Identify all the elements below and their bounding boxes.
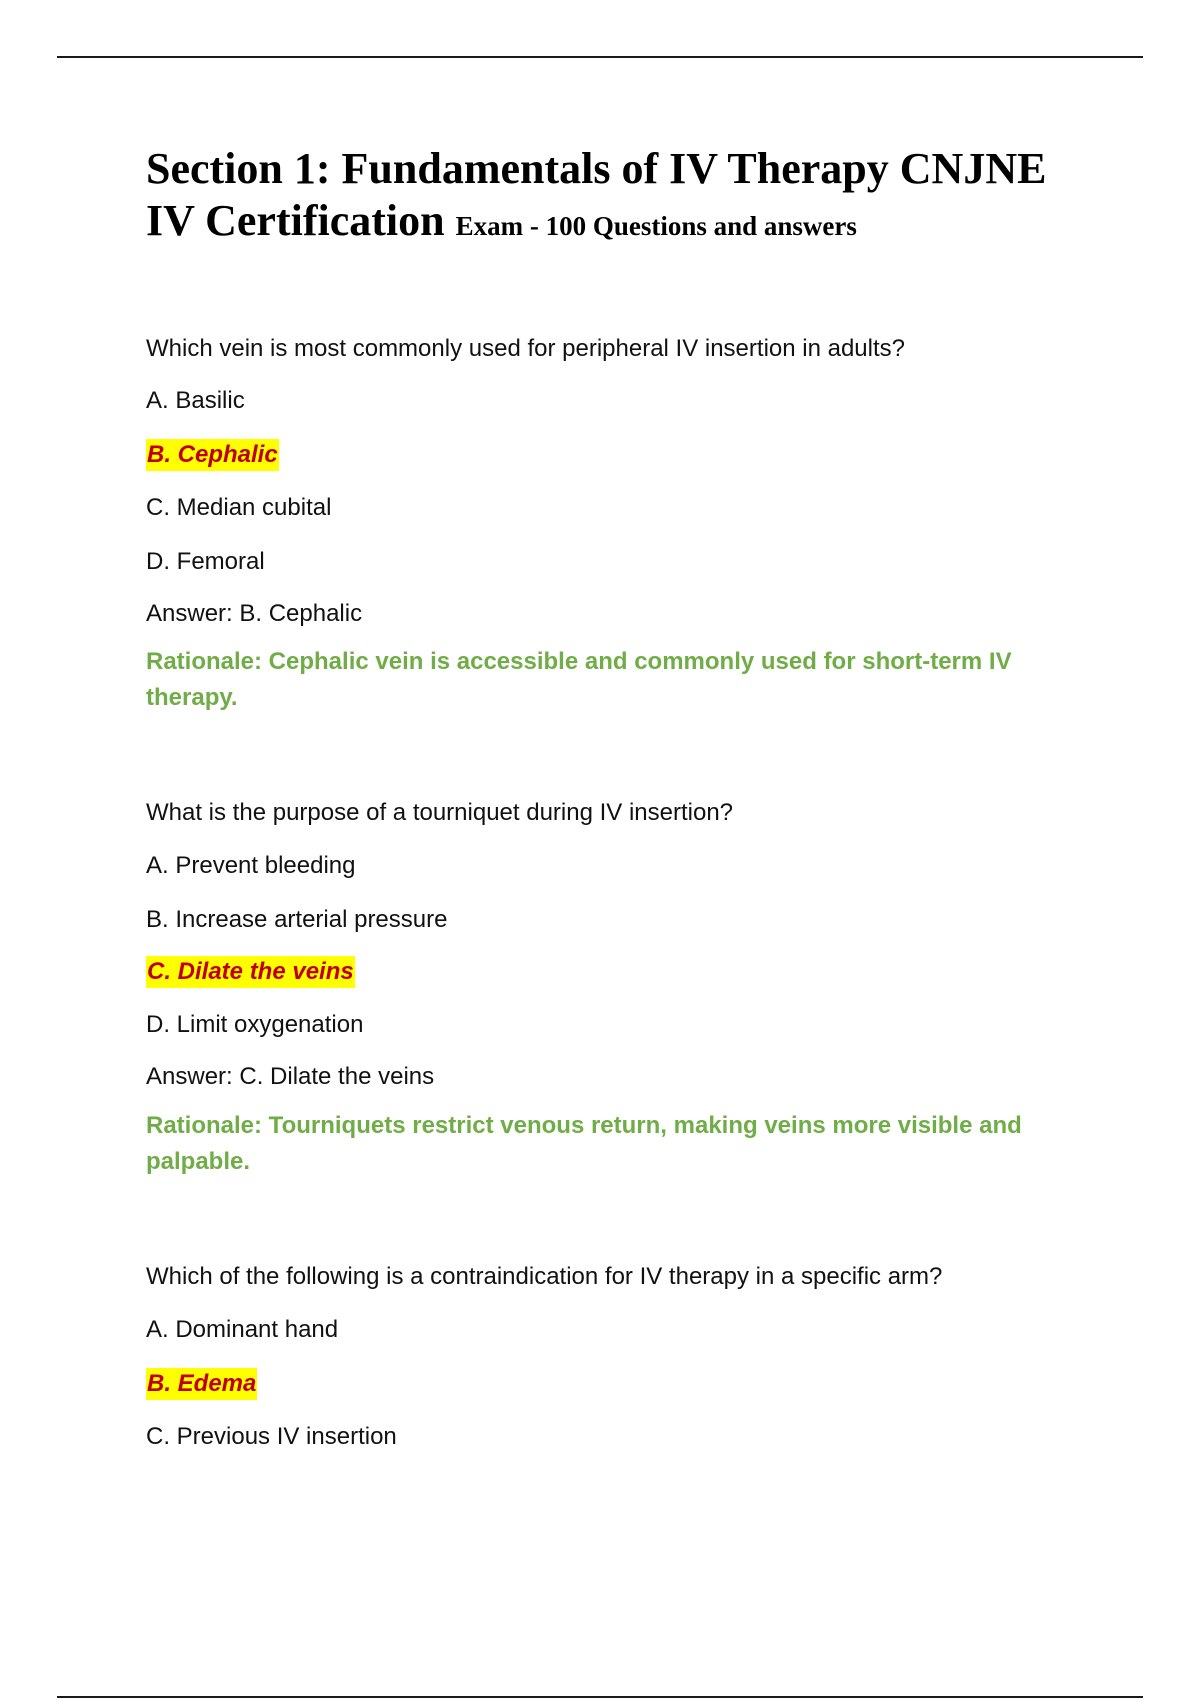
question-block xyxy=(146,797,1086,1180)
answer-text: Answer: C. Dilate the veins xyxy=(146,1063,435,1090)
answer-text: Answer: B. Cephalic xyxy=(146,600,363,627)
correct-option-highlight: C. Dilate the veins xyxy=(146,956,355,988)
header-rule xyxy=(57,56,1143,58)
question-text: Which vein is most commonly used for peripheral IV insertion in adults? xyxy=(146,335,905,362)
option-item: D. Femoral xyxy=(146,548,265,575)
question-text: What is the purpose of a tourniquet during IV insertion? xyxy=(146,799,734,826)
correct-option xyxy=(146,439,1086,471)
title-suffix: Exam - 100 Questions and answers xyxy=(455,211,857,241)
option-item: A. Dominant hand xyxy=(146,1316,339,1343)
rationale-text: Rationale: Tourniquets restrict venous return, making veins more visible and palpable. xyxy=(146,1112,1022,1175)
page-content xyxy=(146,143,1086,1450)
correct-option-highlight: B. Edema xyxy=(146,1368,257,1400)
correct-option-highlight: B. Cephalic xyxy=(146,439,279,471)
rationale-text: Rationale: Cephalic vein is accessible and commonly used for short-term IV therapy. xyxy=(146,648,1012,711)
correct-option xyxy=(146,956,1086,988)
option-item: C. Median cubital xyxy=(146,494,332,521)
question-text: Which of the following is a contraindication for IV therapy in a specific arm? xyxy=(146,1263,943,1290)
footer-rule xyxy=(57,1696,1143,1698)
option-item: B. Increase arterial pressure xyxy=(146,906,448,933)
option-item: A. Basilic xyxy=(146,387,245,414)
option-item: A. Prevent bleeding xyxy=(146,852,356,879)
question-block xyxy=(146,1261,1086,1453)
question-block xyxy=(146,333,1086,716)
title-main: Section 1: Fundamentals of IV Therapy CNJNE IV Certification xyxy=(146,144,1047,245)
correct-option xyxy=(146,1368,1086,1400)
option-item: D. Limit oxygenation xyxy=(146,1011,364,1038)
option-item: C. Previous IV insertion xyxy=(146,1423,397,1450)
document-title xyxy=(146,143,1086,252)
